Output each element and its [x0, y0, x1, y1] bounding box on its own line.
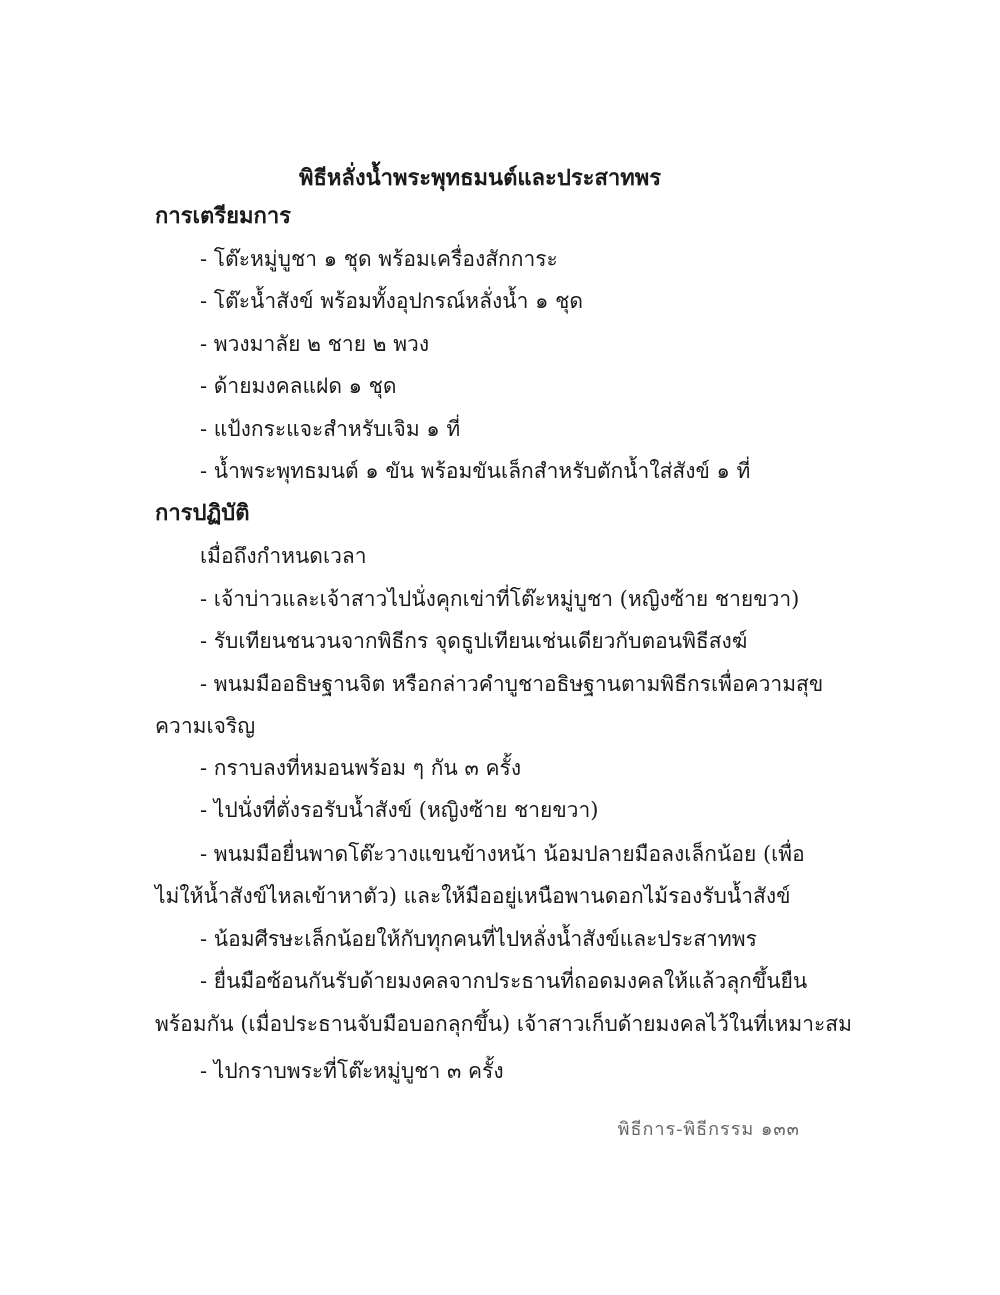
procedure-line: - พนมมืออธิษฐานจิต หรือกล่าวคำบูชาอธิษฐานตามพิธีกรเพื่อความสุข [200, 672, 824, 696]
procedure-heading: การปฏิบัติ [155, 500, 250, 526]
preparation-item: - น้ำพระพุทธมนต์ ๑ ขัน พร้อมขันเล็กสำหรับตักน้ำใส่สังข์ ๑ ที่ [200, 459, 751, 483]
preparation-item: - โต๊ะหมู่บูชา ๑ ชุด พร้อมเครื่องสักการะ [200, 247, 558, 271]
procedure-line: - ไปกราบพระที่โต๊ะหมู่บูชา ๓ ครั้ง [200, 1059, 504, 1083]
procedure-line: - กราบลงที่หมอนพร้อม ๆ กัน ๓ ครั้ง [200, 756, 522, 780]
procedure-line: พร้อมกัน (เมื่อประธานจับมือบอกลุกขึ้น) เจ้าสาวเก็บด้ายมงคลไว้ในที่เหมาะสม [155, 1012, 852, 1036]
procedure-line: - รับเทียนชนวนจากพิธีกร จุดธูปเทียนเช่นเดียวกับตอนพิธีสงฆ์ [200, 629, 748, 653]
procedure-line: - พนมมือยื่นพาดโต๊ะวางแขนข้างหน้า น้อมปลายมือลงเล็กน้อย (เพื่อ [200, 842, 805, 866]
preparation-item: - แป้งกระแจะสำหรับเจิม ๑ ที่ [200, 417, 461, 441]
preparation-heading: การเตรียมการ [155, 203, 291, 229]
preparation-item: - พวงมาลัย ๒ ชาย ๒ พวง [200, 332, 430, 356]
procedure-line: ความเจริญ [155, 714, 256, 738]
procedure-line: ไม่ให้น้ำสังข์ไหลเข้าหาตัว) และให้มืออยู่เหนือพานดอกไม้รองรับน้ำสังข์ [155, 884, 791, 908]
procedure-line: - น้อมศีรษะเล็กน้อยให้กับทุกคนที่ไปหลั่งน้ำสังข์และประสาทพร [200, 927, 757, 951]
procedure-line: - เจ้าบ่าวและเจ้าสาวไปนั่งคุกเข่าที่โต๊ะหมู่บูชา (หญิงซ้าย ชายขวา) [200, 587, 800, 611]
page-footer: พิธีการ-พิธีกรรม ๑๓๓ [617, 1119, 800, 1140]
procedure-line: - ยื่นมือซ้อนกันรับด้ายมงคลจากประธานที่ถอดมงคลให้แล้วลุกขึ้นยืน [200, 969, 808, 993]
procedure-line: - ไปนั่งที่ตั่งรอรับน้ำสังข์ (หญิงซ้าย ชายขวา) [200, 798, 599, 822]
preparation-item: - ด้ายมงคลแฝด ๑ ชุด [200, 374, 397, 398]
preparation-item: - โต๊ะน้ำสังข์ พร้อมทั้งอุปกรณ์หลั่งน้ำ ๑ ชุด [200, 289, 583, 313]
procedure-intro: เมื่อถึงกำหนดเวลา [200, 544, 367, 568]
page-title: พิธีหลั่งน้ำพระพุทธมนต์และประสาทพร [298, 165, 662, 191]
